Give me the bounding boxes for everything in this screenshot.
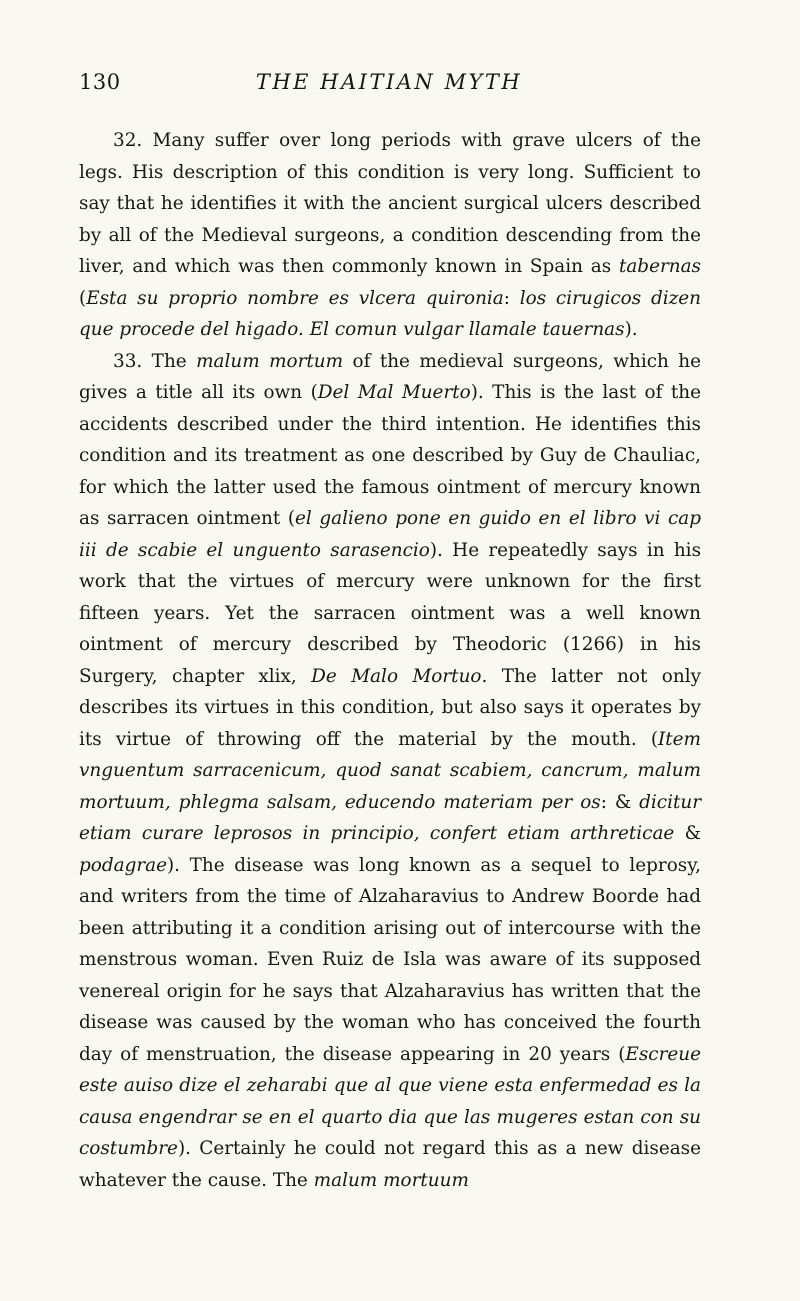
italic-text: los cirugicos dizen que procede del higado. El comun vulgar llamale tauernas [79,287,702,340]
text-run: : & [600,791,640,813]
italic-text: Escreue este auiso dize el zeharabi que al que viene esta enfermedad es la causa engendrar se en el quarto dia que las mugeres estan con su costumbre [79,1043,701,1159]
text-run: 33. The [113,350,197,372]
page-header [79,70,699,102]
italic-text: dicitur etiam curare leprosos in principio, confert etiam arthreticae [79,791,701,844]
text-run: ). [624,319,638,340]
text-run: ). Certainly he could not regard this as a new disease whatever the cause. The [79,1138,701,1191]
text-run: ( [79,287,87,309]
text-run: ). This is the last of the accidents described under the third intention. He identifies this condition and its treatment as one described by Guy de Chauliac, for which the latter used the famous ointment of mercury known as sarracen ointment ( [79,382,702,529]
text-run: ). He repeatedly says in his work that the virtues of mercury were unknown for the first fifteen years. Yet the sarracen ointment was a well known ointment of mercury described by Theodoric (1266) in his Surgery, chapter xlix, [79,539,702,687]
paragraph-p33 [79,346,701,1197]
text-run: 32. Many suffer over long periods with grave ulcers of the legs. His description of this condition is very long. Sufficient to say that he identifies it with the ancient surgical ulcers described by all of the Medieval surgeons, a condition descending from the liver, and which was then commonly known in Spain as [79,130,701,277]
text-run: & [674,823,701,844]
running-title: THE HAITIAN MYTH [255,70,523,94]
italic-text: el galieno pone en guido en el libro vi cap iii de scabie el unguento sarasencio [79,508,701,561]
italic-text: De Malo Mortuo [311,665,482,687]
text-run: ). The disease was long known as a sequel to leprosy, and writers from the time of Alzaharavius to Andrew Boorde had been attributing it a condition arising out of intercourse with the menstrous woman. Even Ruiz de Isla was aware of its supposed venereal origin for he says that Alzaharavius has written that the disease was caused by the woman who has conceived the fourth day of menstruation, the disease appearing in 20 years ( [79,854,701,1065]
italic-text: tabernas [618,256,701,277]
page-number: 130 [79,70,121,94]
italic-text: Item vnguentum sarracenicum, quod sanat scabiem, cancrum, malum mortuum, phlegma salsam, educendo materiam per os [79,728,701,813]
italic-text: Del Mal Muerto [317,382,471,403]
text-run: : [503,287,520,309]
italic-text: podagrae [79,854,167,876]
paragraph-p32 [79,125,701,346]
body-text [79,125,701,1196]
italic-text: Esta su proprio nombre es vlcera quironia [86,287,504,309]
text-run: of the medieval surgeons, which he gives a title all its own ( [79,350,702,403]
italic-text: malum mortuum [313,1169,469,1191]
italic-text: malum mortum [196,350,344,372]
text-run: . The latter not only describes its virtues in this condition, but also says it operates by its virtue of throwing off the material by the mouth. ( [79,665,701,750]
